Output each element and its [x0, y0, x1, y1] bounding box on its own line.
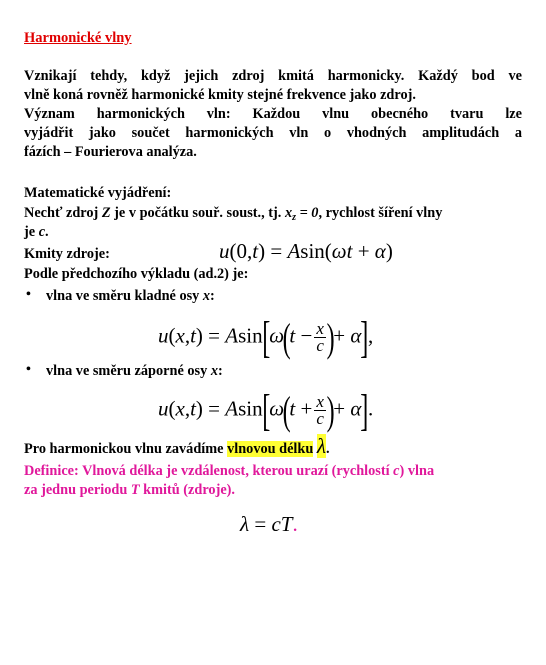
wavelength-line [24, 434, 330, 459]
page-title: Harmonické vlny [24, 30, 132, 46]
final-dot: . [292, 512, 298, 536]
bullet-1-colon: : [210, 288, 215, 304]
var-x: x [284, 205, 293, 221]
definition-line-2 [24, 481, 235, 500]
source-text-b: je v počátku souř. soust., tj. [110, 205, 285, 221]
var-z: Z [101, 205, 111, 221]
wavelength-text: Pro harmonickou vlnu zavádíme [24, 441, 228, 457]
bullet-1-var: x [202, 288, 211, 304]
wavelength-highlight: vlnovou délku [227, 441, 314, 457]
intro-line-2: vlně koná rovněž harmonické kmity stejné frekvence jako zdroj. [24, 87, 416, 103]
final-ct: cT [271, 512, 293, 536]
source-line2-text: je [24, 224, 39, 240]
bullet-1-label: vlna ve směru kladné osy [46, 288, 203, 304]
source-equation: u(0,t) = Asin(ωt + α) [219, 239, 393, 263]
definition-text-d: kmitů (zdroje). [139, 482, 236, 498]
wave-equation-positive: u(x,t) = Asin[ω(t − $\frac{x}{c}$ )+ α], [158, 313, 374, 362]
lambda-symbol: λ [316, 434, 326, 458]
eq-zero: = 0 [296, 205, 319, 221]
source-line-1 [24, 204, 442, 227]
eq1-end: , [368, 323, 374, 348]
bullet-2-label: vlna ve směru záporné osy [46, 363, 211, 379]
bullet-2-var: x [210, 363, 218, 379]
bullet-2-colon: : [217, 363, 223, 379]
eq2-end: . [368, 396, 374, 421]
sub-z: z [292, 212, 297, 223]
source-line2-end: . [45, 224, 49, 240]
definition-text-b: ) vlna [399, 463, 435, 479]
wave-equation-negative: u(x,t) = Asin[ω(t + $\frac{x}{c}$ )+ α]. [158, 386, 374, 435]
definition-var-t: T [130, 482, 140, 498]
definition-var-c: c [393, 463, 400, 479]
kmity-label: Kmity zdroje: [24, 246, 110, 262]
bullet-dot-2: • [26, 362, 31, 377]
bullet-dot-1: • [26, 287, 31, 302]
eq2-sign: + [300, 396, 313, 421]
source-text-c: , rychlost šíření vlny [318, 205, 443, 221]
previous-text: Podle předchozího výkladu (ad.2) je: [24, 266, 249, 282]
bullet-1-text [46, 287, 215, 306]
eq1-sign: − [300, 323, 313, 348]
meaning-line-3: fázích – Fourierova analýza. [24, 144, 197, 160]
math-heading: Matematické vyjádření: [24, 185, 172, 201]
definition-line-1 [24, 462, 434, 481]
final-equals: = [249, 512, 272, 536]
meaning-line-2: vyjádřit jako součet harmonických vln o vhodných amplitudách a [24, 125, 522, 141]
var-c: c [38, 224, 46, 240]
source-text-a: Nechť zdroj [24, 205, 102, 221]
definition-text-a: Definice: Vlnová délka je vzdálenost, kterou urazí (rychlostí [24, 463, 394, 479]
definition-text-c: za jednu periodu [24, 482, 131, 498]
intro-line-1: Vznikají tehdy, když jejich zdroj kmitá harmonicky. Každý bod ve [24, 68, 522, 84]
bullet-2-text [46, 362, 223, 381]
meaning-line-1: Význam harmonických vln: Každou vlnu obecného tvaru lze [24, 106, 522, 122]
final-lambda: λ [240, 512, 250, 536]
source-line-2 [24, 223, 49, 242]
wavelength-end: . [326, 441, 330, 457]
wavelength-equation [240, 512, 298, 537]
